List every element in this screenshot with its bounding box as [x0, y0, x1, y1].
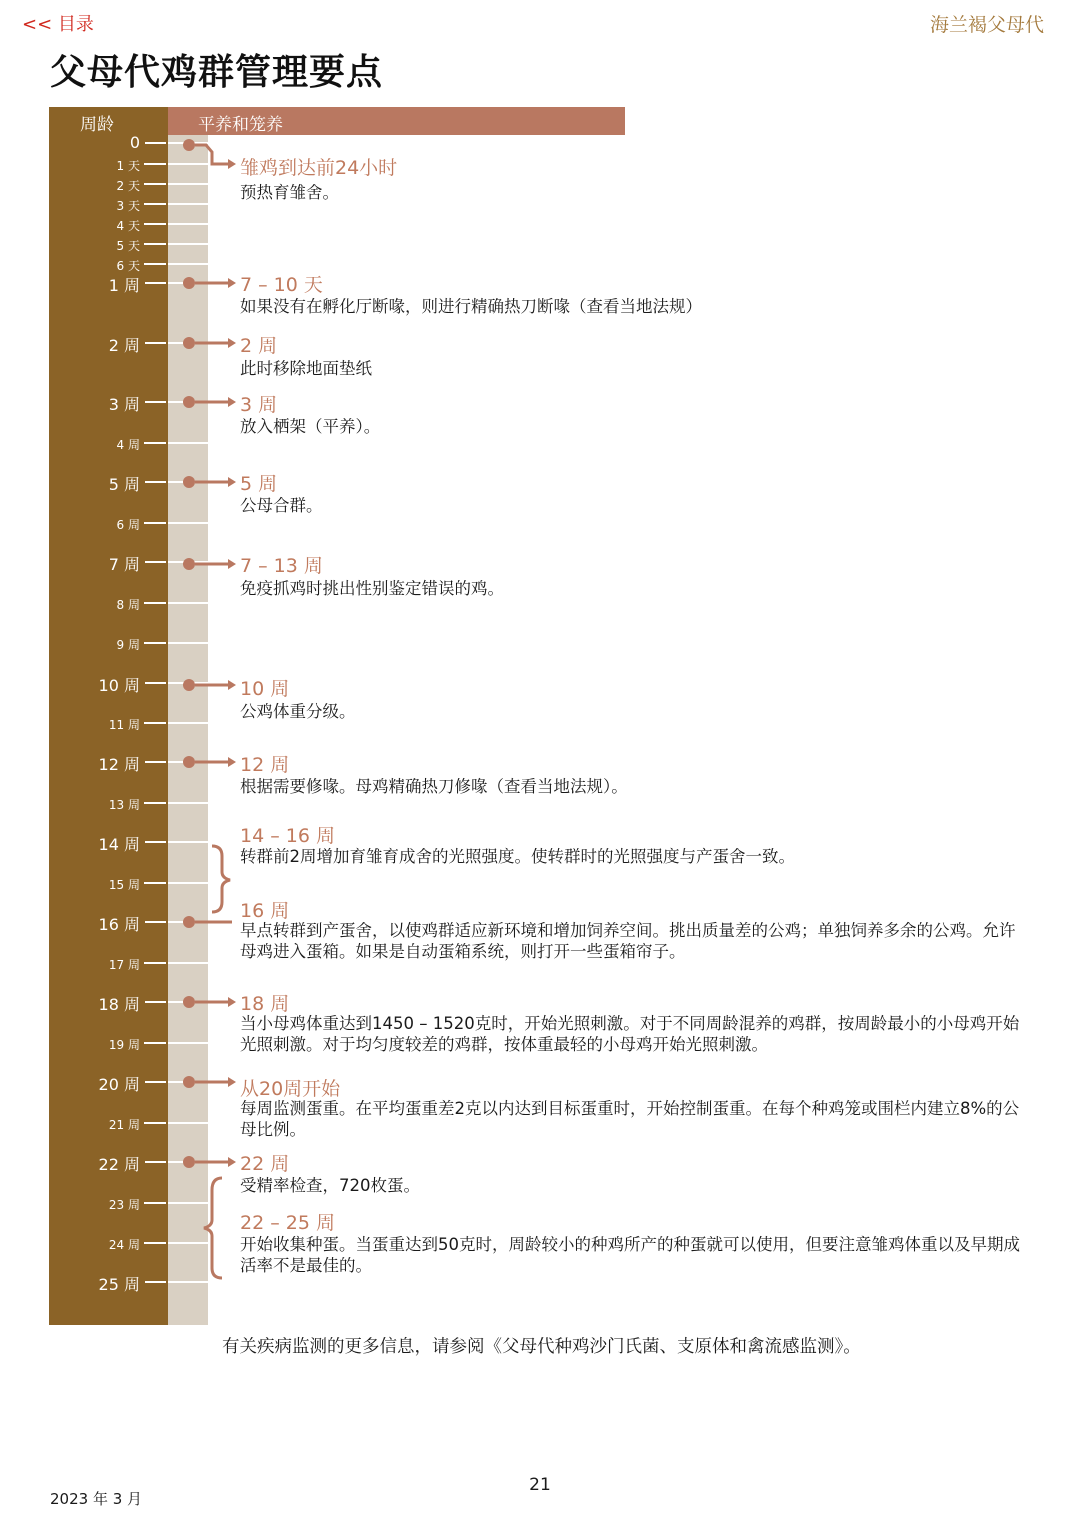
arrow-head — [228, 997, 236, 1007]
age-tick-label: 14 周 — [98, 835, 140, 855]
event-title: 10 周 — [240, 678, 290, 700]
age-tick-label: 4 周 — [116, 437, 140, 452]
event-description: 预热育雏舍。 — [240, 183, 339, 202]
age-tick-label: 0 — [129, 133, 140, 153]
event-title: 从20周开始 — [240, 1078, 341, 1100]
event-description: 每周监测蛋重。在平均蛋重差2克以内达到目标蛋重时，开始控制蛋重。在每个种鸡笼或围栏内建立8%的公母比例。 — [240, 1099, 1020, 1139]
range-brace — [204, 1178, 222, 1278]
event-description: 公母合群。 — [240, 496, 323, 515]
age-tick-label: 5 天 — [116, 238, 140, 253]
age-tick-label: 11 周 — [108, 717, 140, 732]
timeline-dot — [183, 396, 195, 408]
rearing-column-header: 平养和笼养 — [198, 115, 283, 135]
age-tick-label: 2 天 — [116, 178, 140, 193]
event-description: 此时移除地面垫纸 — [240, 359, 372, 378]
event-description: 早点转群到产蛋舍，以使鸡群适应新环境和增加饲养空间。挑出质量差的公鸡；单独饲养多余的公鸡。允许母鸡进入蛋箱。如果是自动蛋箱系统，则打开一些蛋箱帘子。 — [240, 921, 1016, 961]
timeline-dot — [183, 679, 195, 691]
age-tick-label: 25 周 — [98, 1275, 140, 1295]
event-description: 根据需要修喙。母鸡精确热刀修喙（查看当地法规）。 — [240, 777, 628, 796]
age-tick-label: 21 周 — [108, 1117, 140, 1132]
timeline-dot — [183, 996, 195, 1008]
age-tick-label: 3 周 — [108, 395, 140, 415]
age-tick-label: 1 天 — [116, 158, 140, 173]
event-title: 5 周 — [240, 473, 278, 495]
footer-date: 2023 年 3 月 — [50, 1490, 143, 1508]
event-description: 开始收集种蛋。当蛋重达到50克时，周龄较小的种鸡所产的种蛋就可以使用，但要注意雏鸡体重以及早期成活率不是最佳的。 — [240, 1235, 1020, 1275]
event-description: 受精率检查，720枚蛋。 — [240, 1176, 420, 1195]
age-tick-label: 24 周 — [108, 1237, 140, 1252]
arrow-head — [228, 1077, 236, 1087]
event-description: 转群前2周增加育雏育成舍的光照强度。使转群时的光照强度与产蛋舍一致。 — [240, 847, 795, 866]
timeline-dot — [183, 756, 195, 768]
age-tick-label: 7 周 — [108, 555, 140, 575]
age-tick-label: 5 周 — [108, 475, 140, 495]
arrow-head — [228, 338, 236, 348]
event-title: 7 – 13 周 — [240, 555, 323, 577]
event-title: 雏鸡到达前24小时 — [240, 157, 398, 179]
event-title: 18 周 — [240, 993, 290, 1015]
age-tick-label: 13 周 — [108, 797, 140, 812]
arrow-head — [228, 159, 236, 169]
age-tick-label: 4 天 — [116, 218, 140, 233]
age-column-header: 周龄 — [80, 115, 114, 135]
arrow-head — [228, 680, 236, 690]
age-tick-label: 1 周 — [108, 276, 140, 296]
age-tick-label: 15 周 — [108, 877, 140, 892]
age-tick-label: 3 天 — [116, 198, 140, 213]
page-number: 21 — [529, 1475, 551, 1495]
age-tick-label: 23 周 — [108, 1197, 140, 1212]
age-tick-label: 6 周 — [116, 517, 140, 532]
age-tick-label: 8 周 — [116, 597, 140, 612]
age-tick-label: 6 天 — [116, 258, 140, 273]
arrow-head — [228, 397, 236, 407]
timeline-dot — [183, 139, 195, 151]
toc-back-link[interactable]: << 目录 — [22, 14, 94, 35]
event-description: 如果没有在孵化厅断喙，则进行精确热刀断喙（查看当地法规） — [240, 297, 702, 316]
event-title: 22 周 — [240, 1153, 290, 1175]
age-tick-label: 16 周 — [98, 915, 140, 935]
arrow-head — [228, 278, 236, 288]
age-tick-label: 20 周 — [98, 1075, 140, 1095]
age-tick-label: 12 周 — [98, 755, 140, 775]
footnote: 有关疾病监测的更多信息，请参阅《父母代种鸡沙门氏菌、支原体和禽流感监测》。 — [222, 1337, 861, 1357]
event-title: 7 – 10 天 — [240, 274, 323, 296]
event-title: 12 周 — [240, 754, 290, 776]
event-description: 公鸡体重分级。 — [240, 702, 356, 721]
arrow-head — [228, 1157, 236, 1167]
timeline-dot — [183, 558, 195, 570]
event-title: 22 – 25 周 — [240, 1212, 335, 1234]
timeline-dot — [183, 476, 195, 488]
age-tick-label: 2 周 — [108, 336, 140, 356]
arrow-head — [228, 559, 236, 569]
timeline-dot — [183, 1076, 195, 1088]
event-description: 免疫抓鸡时挑出性别鉴定错误的鸡。 — [240, 579, 504, 598]
timeline-dot — [183, 337, 195, 349]
timeline-dot — [183, 1156, 195, 1168]
age-tick-label: 9 周 — [116, 637, 140, 652]
event-description: 当小母鸡体重达到1450 – 1520克时，开始光照刺激。对于不同周龄混养的鸡群，按周龄最小的小母鸡开始光照刺激。对于均匀度较差的鸡群，按体重最轻的小母鸡开始光照刺激。 — [240, 1014, 1020, 1054]
age-tick-label: 17 周 — [108, 957, 140, 972]
age-tick-label: 19 周 — [108, 1037, 140, 1052]
event-title: 2 周 — [240, 335, 278, 357]
arrow-head — [228, 477, 236, 487]
event-title: 3 周 — [240, 394, 278, 416]
age-tick-label: 10 周 — [98, 676, 140, 696]
event-title: 16 周 — [240, 900, 290, 922]
age-tick-label: 22 周 — [98, 1155, 140, 1175]
age-tick-label: 18 周 — [98, 995, 140, 1015]
timeline-connector — [195, 145, 228, 164]
page-title: 父母代鸡群管理要点 — [50, 52, 384, 93]
timeline-dot — [183, 277, 195, 289]
brand-name: 海兰褐父母代 — [929, 14, 1044, 36]
timeline-dot — [183, 916, 195, 928]
arrow-head — [228, 757, 236, 767]
range-brace — [212, 846, 230, 912]
event-title: 14 – 16 周 — [240, 825, 335, 847]
event-description: 放入栖架（平养）。 — [240, 417, 381, 436]
